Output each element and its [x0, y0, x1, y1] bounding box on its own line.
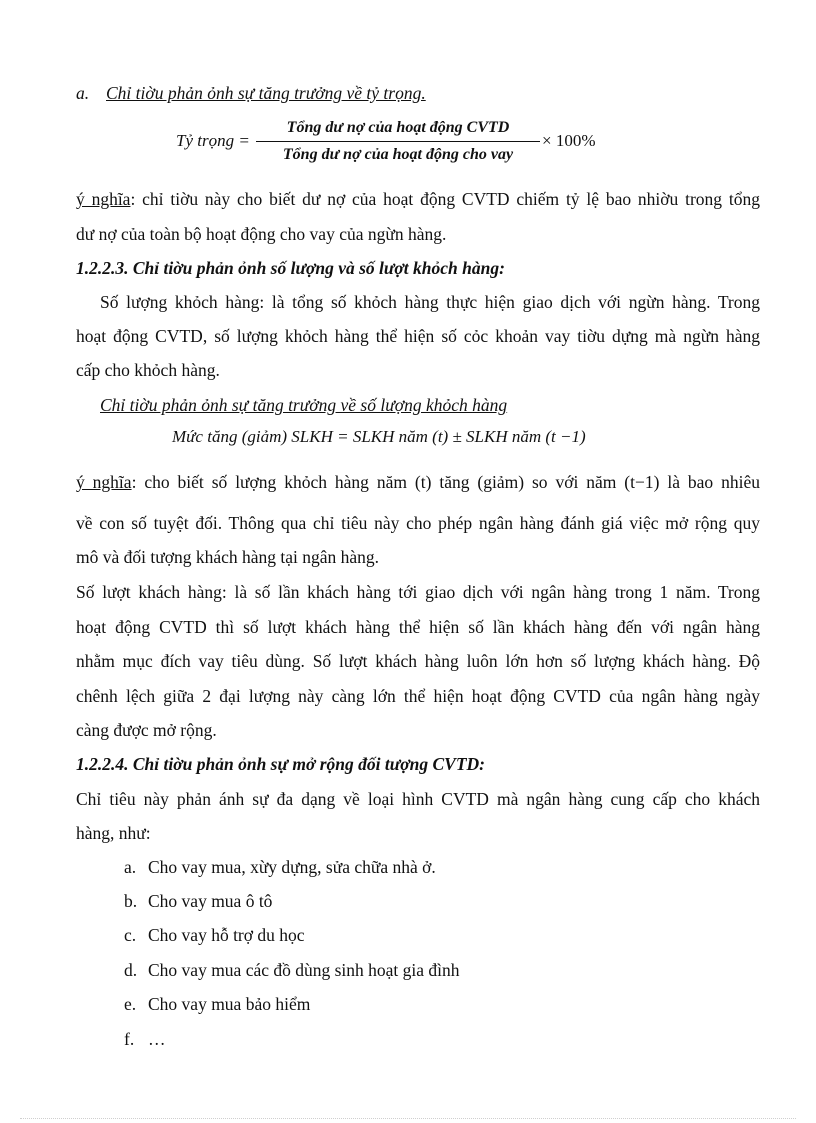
list-text: Cho vay hỗ trợ du học: [148, 925, 305, 945]
list-item: [124, 890, 272, 912]
formula1-suffix: × 100%: [542, 131, 596, 150]
customer-visits-line3: nhằm mục đích vay tiêu dùng. Số lượt khách hàng luôn lớn hơn số lượng khách hàng. Độ: [76, 651, 760, 671]
section-1224-heading: 1.2.2.4. Chỉ tiờu phản ỏnh sự mở rộng đối tượng CVTD:: [76, 754, 485, 774]
list-marker: e.: [124, 994, 137, 1014]
customer-visits-line2: hoạt động CVTD thì số lượt khách hàng thể hiện số lần khách hàng đến với ngân hàng: [76, 617, 760, 637]
list-marker: f.: [124, 1029, 135, 1049]
fraction-bar: [256, 141, 540, 142]
list-item: [124, 1028, 166, 1050]
list-item: [124, 959, 460, 981]
formula1-fraction: [256, 117, 540, 166]
formula1-denominator: Tổng dư nợ của hoạt động cho vay: [282, 146, 514, 163]
list-text: …: [148, 1029, 166, 1049]
formula2: Mức tăng (giảm) SLKH = SLKH năm (t) ± SLKH năm (t −1): [172, 427, 586, 446]
list-marker: a.: [124, 857, 137, 877]
formula1-numerator: Tổng dư nợ của hoạt động CVTD: [286, 119, 510, 136]
customer-visits-line4: chênh lệch giữa 2 đại lượng này càng lớn thể hiện hoạt động CVTD của ngân hàng ngày: [76, 686, 760, 706]
formula1-lhs: Tỷ trọng =: [176, 131, 250, 150]
meaning2-line2: về con số tuyệt đối. Thông qua chỉ tiêu này cho phép ngân hàng đánh giá việc mở rộng quy: [76, 513, 760, 533]
heading-a: [76, 82, 760, 104]
list-item: [124, 856, 436, 878]
list-text: Cho vay mua các đồ dùng sinh hoạt gia đình: [148, 960, 460, 980]
list-text: Cho vay mua ô tô: [148, 891, 273, 911]
section-1224-intro-line1: Chỉ tiêu này phản ánh sự đa dạng về loại hình CVTD mà ngân hàng cung cấp cho khách: [76, 789, 760, 809]
list-text: Cho vay mua bảo hiểm: [148, 994, 311, 1014]
meaning2-label: ý nghĩa: [76, 472, 132, 492]
list-marker: d.: [124, 960, 138, 980]
meaning2-line3: mô và đối tượng khách hàng tại ngân hàng.: [76, 547, 380, 567]
meaning1-line1: ý nghĩa: chỉ tiờu này cho biết dư nợ của hoạt động CVTD chiếm tỷ lệ bao nhiờu trong tổng: [76, 189, 760, 209]
list-item: [124, 993, 310, 1015]
subheading-customers: Chỉ tiờu phản ỏnh sự tăng trưởng về số lượng khỏch hàng: [100, 395, 508, 415]
meaning2-line1: ý nghĩa: cho biết số lượng khỏch hàng năm (t) tăng (giảm) so với năm (t−1) là bao nhiêu: [76, 472, 760, 492]
list-marker: b.: [124, 891, 138, 911]
customers-count-line1: Số lượng khỏch hàng: là tổng số khỏch hàng thực hiện giao dịch với ngừn hàng. Trong: [100, 292, 760, 312]
customer-visits-line1: Số lượt khách hàng: là số lần khách hàng tới giao dịch với ngân hàng trong 1 năm. Trong: [76, 582, 760, 602]
list-marker: c.: [124, 925, 137, 945]
section-1223-heading: 1.2.2.3. Chỉ tiờu phản ỏnh số lượng và số lượt khỏch hàng:: [76, 258, 505, 278]
meaning1-label: ý nghĩa: [76, 189, 131, 209]
list-item: [124, 924, 305, 946]
customers-count-line2: hoạt động CVTD, số lượng khỏch hàng thể hiện số cỏc khoản vay tiờu dựng mà ngừn hàng: [76, 326, 760, 346]
meaning1-line2: dư nợ của toàn bộ hoạt động cho vay của ngừn hàng.: [76, 224, 447, 244]
customers-count-line3: cấp cho khỏch hàng.: [76, 360, 220, 380]
customer-visits-line5: càng được mở rộng.: [76, 720, 217, 740]
page-bottom-rule: [20, 1118, 796, 1119]
heading-a-text: Chỉ tiờu phản ỏnh sự tăng trưởng về tỷ trọng.: [106, 83, 426, 103]
heading-a-marker: a.: [76, 83, 90, 103]
list-text: Cho vay mua, xừy dựng, sửa chữa nhà ở.: [148, 857, 436, 877]
section-1224-intro-line2: hàng, như:: [76, 823, 151, 843]
